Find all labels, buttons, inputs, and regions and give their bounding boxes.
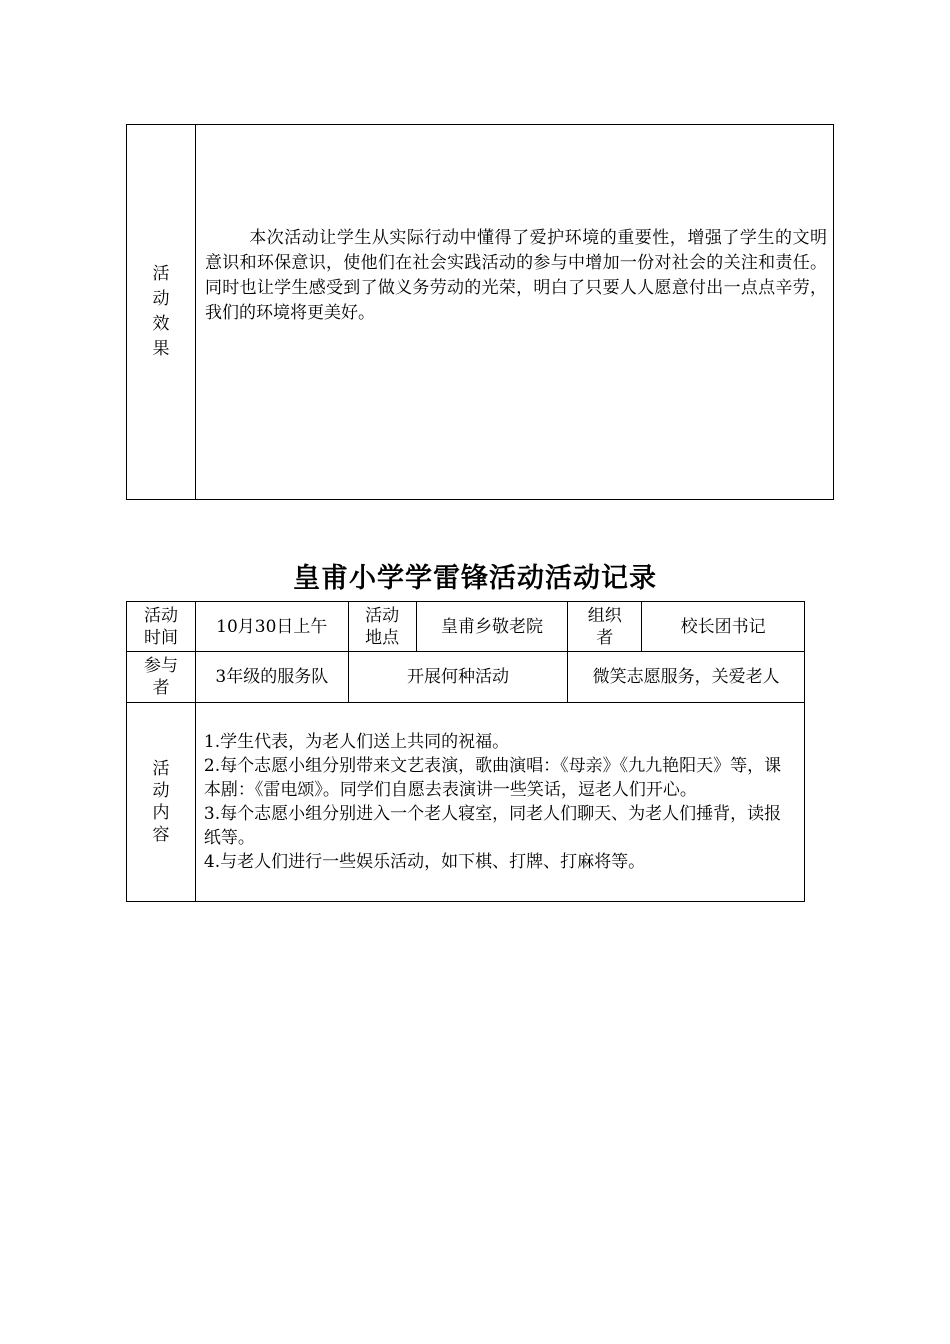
table-row — [127, 602, 805, 652]
content-label-char: 容 — [152, 825, 170, 845]
place-label-cell — [348, 602, 416, 652]
organizer-label-line: 者 — [596, 627, 614, 648]
content-label-char: 动 — [152, 781, 170, 801]
effect-body-cell — [196, 125, 834, 500]
effect-label-char: 动 — [152, 289, 170, 309]
participant-value: 3年级的服务队 — [195, 652, 348, 703]
effect-label-char: 效 — [152, 314, 170, 334]
participant-label-line: 参与 — [143, 656, 178, 676]
time-label-line: 活动 — [143, 605, 178, 626]
activity-kind-label: 开展何种活动 — [348, 652, 568, 703]
content-line: 4.与老人们进行一些娱乐活动，如下棋、打牌、打麻将等。 — [203, 852, 646, 872]
place-value: 皇甫乡敬老院 — [416, 602, 568, 652]
organizer-label-line: 组织 — [587, 605, 622, 626]
organizer-value: 校长团书记 — [642, 602, 805, 652]
effect-label-char: 果 — [152, 339, 170, 359]
effect-label-char: 活 — [152, 264, 170, 284]
effect-label-cell — [127, 125, 196, 500]
content-line: 3.每个志愿小组分别进入一个老人寝室，同老人们聊天、为老人们捶背，读报纸等。 — [203, 804, 782, 848]
participant-label-cell — [127, 652, 196, 703]
activity-kind-value: 微笑志愿服务，关爱老人 — [568, 652, 805, 703]
time-label-line: 时间 — [143, 627, 178, 648]
content-body-cell — [195, 703, 804, 902]
table-row — [127, 652, 805, 703]
effect-text: 本次活动让学生从实际行动中懂得了爱护环境的重要性，增强了学生的文明意识和环保意识，使他们在社会实践活动的参与中增加一份对社会的关注和责任。同时也让学生感受到了做义务劳动的光荣，明白了只要人人愿意付出一点点辛劳，我们的环境将更美好。 — [205, 228, 827, 323]
content-label-cell — [127, 703, 196, 902]
content-label-char: 活 — [152, 759, 170, 779]
activity-effect-table — [126, 124, 834, 500]
content-label-char: 内 — [152, 803, 170, 823]
table-row — [127, 703, 805, 902]
time-label-cell — [127, 602, 196, 652]
place-label-line: 地点 — [365, 627, 400, 648]
participant-label-line: 者 — [152, 678, 170, 698]
activity-record-table — [126, 601, 805, 902]
organizer-label-cell — [568, 602, 642, 652]
place-label-line: 活动 — [365, 605, 400, 626]
record-title: 皇甫小学学雷锋活动活动记录 — [293, 563, 657, 594]
time-value: 10月30日上午 — [195, 602, 348, 652]
content-line: 2.每个志愿小组分别带来文艺表演，歌曲演唱：《母亲》《九九艳阳天》等，课本剧：《雷电颂》。同学们自愿去表演讲一些笑话，逗老人们开心。 — [203, 756, 782, 800]
content-line: 1.学生代表，为老人们送上共同的祝福。 — [203, 732, 510, 752]
